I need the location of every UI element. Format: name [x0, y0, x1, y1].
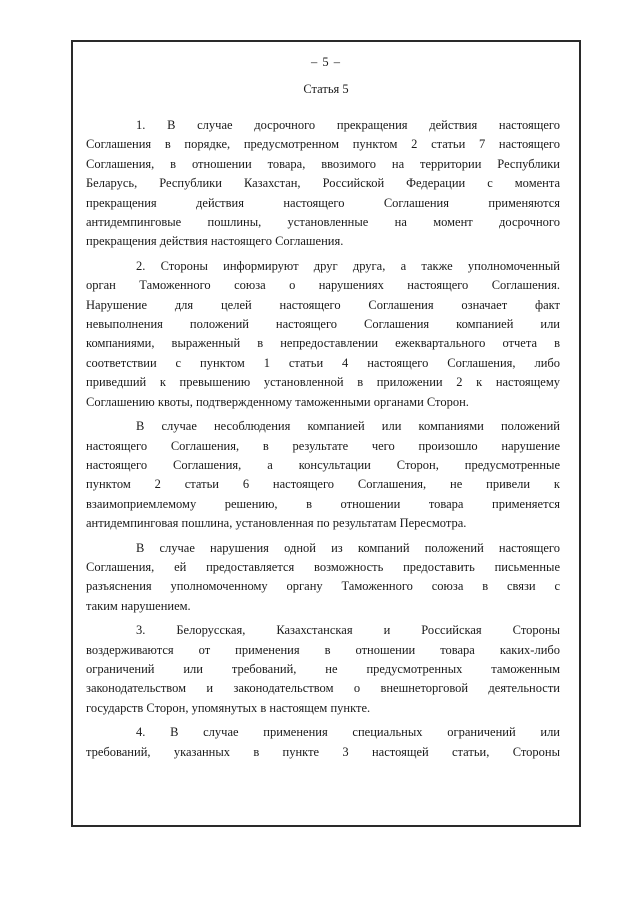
text-line: законодательством и законодательством о внешнеторговой деятельности	[86, 681, 560, 696]
text-line: пунктом 2 статьи 6 настоящего Соглашения, не привели к	[86, 477, 560, 492]
text-line: невыполнения положений настоящего Соглашения компанией или	[86, 317, 560, 332]
text-line: прекращения действия настоящего Соглашения применяются	[86, 195, 560, 210]
document-page	[71, 40, 581, 827]
text-line: Соглашения в порядке, предусмотренном пунктом 2 статьи 7 настоящего	[86, 137, 560, 152]
text-line: В случае несоблюдения компанией или компаниями положений	[136, 419, 560, 434]
text-line: разъяснения уполномоченному органу Таможенного союза в связи с	[86, 579, 560, 594]
text-line: соответствии с пунктом 1 статьи 4 настоящего Соглашения, либо	[86, 355, 560, 370]
text-line: требований, указанных в пункте 3 настоящей статьи, Стороны	[86, 744, 560, 759]
text-line: В случае нарушения одной из компаний положений настоящего	[136, 540, 560, 555]
article-body	[86, 116, 560, 767]
text-line: Соглашения, ей предоставляется возможность предоставить письменные	[86, 559, 560, 574]
article-title: Статья 5	[303, 82, 349, 96]
text-line: взаимоприемлемому решению, в отношении товара применяется	[86, 496, 560, 511]
text-line: настоящего Соглашения, а консультации Сторон, предусмотренные	[86, 457, 560, 472]
text-line: 4. В случае применения специальных ограничений или	[136, 725, 560, 740]
text-line: 3. Белорусская, Казахстанская и Российская Стороны	[136, 623, 560, 638]
text-line: антидемпинговые пошлины, установленные на момент досрочного	[86, 215, 560, 230]
text-line: орган Таможенного союза о нарушениях настоящего Соглашения.	[86, 278, 560, 293]
text-line: Соглашения, в отношении товара, ввозимого на территории Республики	[86, 156, 560, 171]
paragraph-1	[86, 116, 560, 252]
text-line: 2. Стороны информируют друг друга, а также уполномоченный	[136, 258, 560, 273]
text-line: Беларусь, Республики Казахстан, Российской Федерации с момента	[86, 176, 560, 191]
text-line: прекращения действия настоящего Соглашения.	[86, 234, 344, 249]
text-line: настоящего Соглашения, в результате чего произошло нарушение	[86, 438, 560, 453]
text-line: антидемпинговая пошлина, установленная по результатам Пересмотра.	[86, 516, 467, 531]
text-line: государств Сторон, упомянутых в настоящем пункте.	[86, 700, 371, 715]
text-line: компаниями, выраженный в непредоставлении ежеквартального отчета в	[86, 336, 560, 351]
text-line: приведший к превышению установленной в приложении 2 к настоящему	[86, 375, 560, 390]
text-line: 1. В случае досрочного прекращения действия настоящего	[136, 118, 560, 132]
text-line: Соглашению квоты, подтвержденному таможенными органами Сторон.	[86, 394, 469, 409]
page-number: – 5 –	[311, 55, 341, 69]
text-line: воздерживаются от применения в отношении товара каких-либо	[86, 642, 560, 657]
paragraph-5	[86, 621, 560, 718]
text-line: Нарушение для целей настоящего Соглашения означает факт	[86, 297, 560, 312]
text-line: таким нарушением.	[86, 598, 191, 613]
paragraph-4	[86, 539, 560, 617]
paragraph-3	[86, 417, 560, 533]
paragraph-6	[86, 723, 560, 762]
text-line: ограничений или требований, не предусмотренных таможенным	[86, 661, 560, 676]
paragraph-2	[86, 257, 560, 412]
